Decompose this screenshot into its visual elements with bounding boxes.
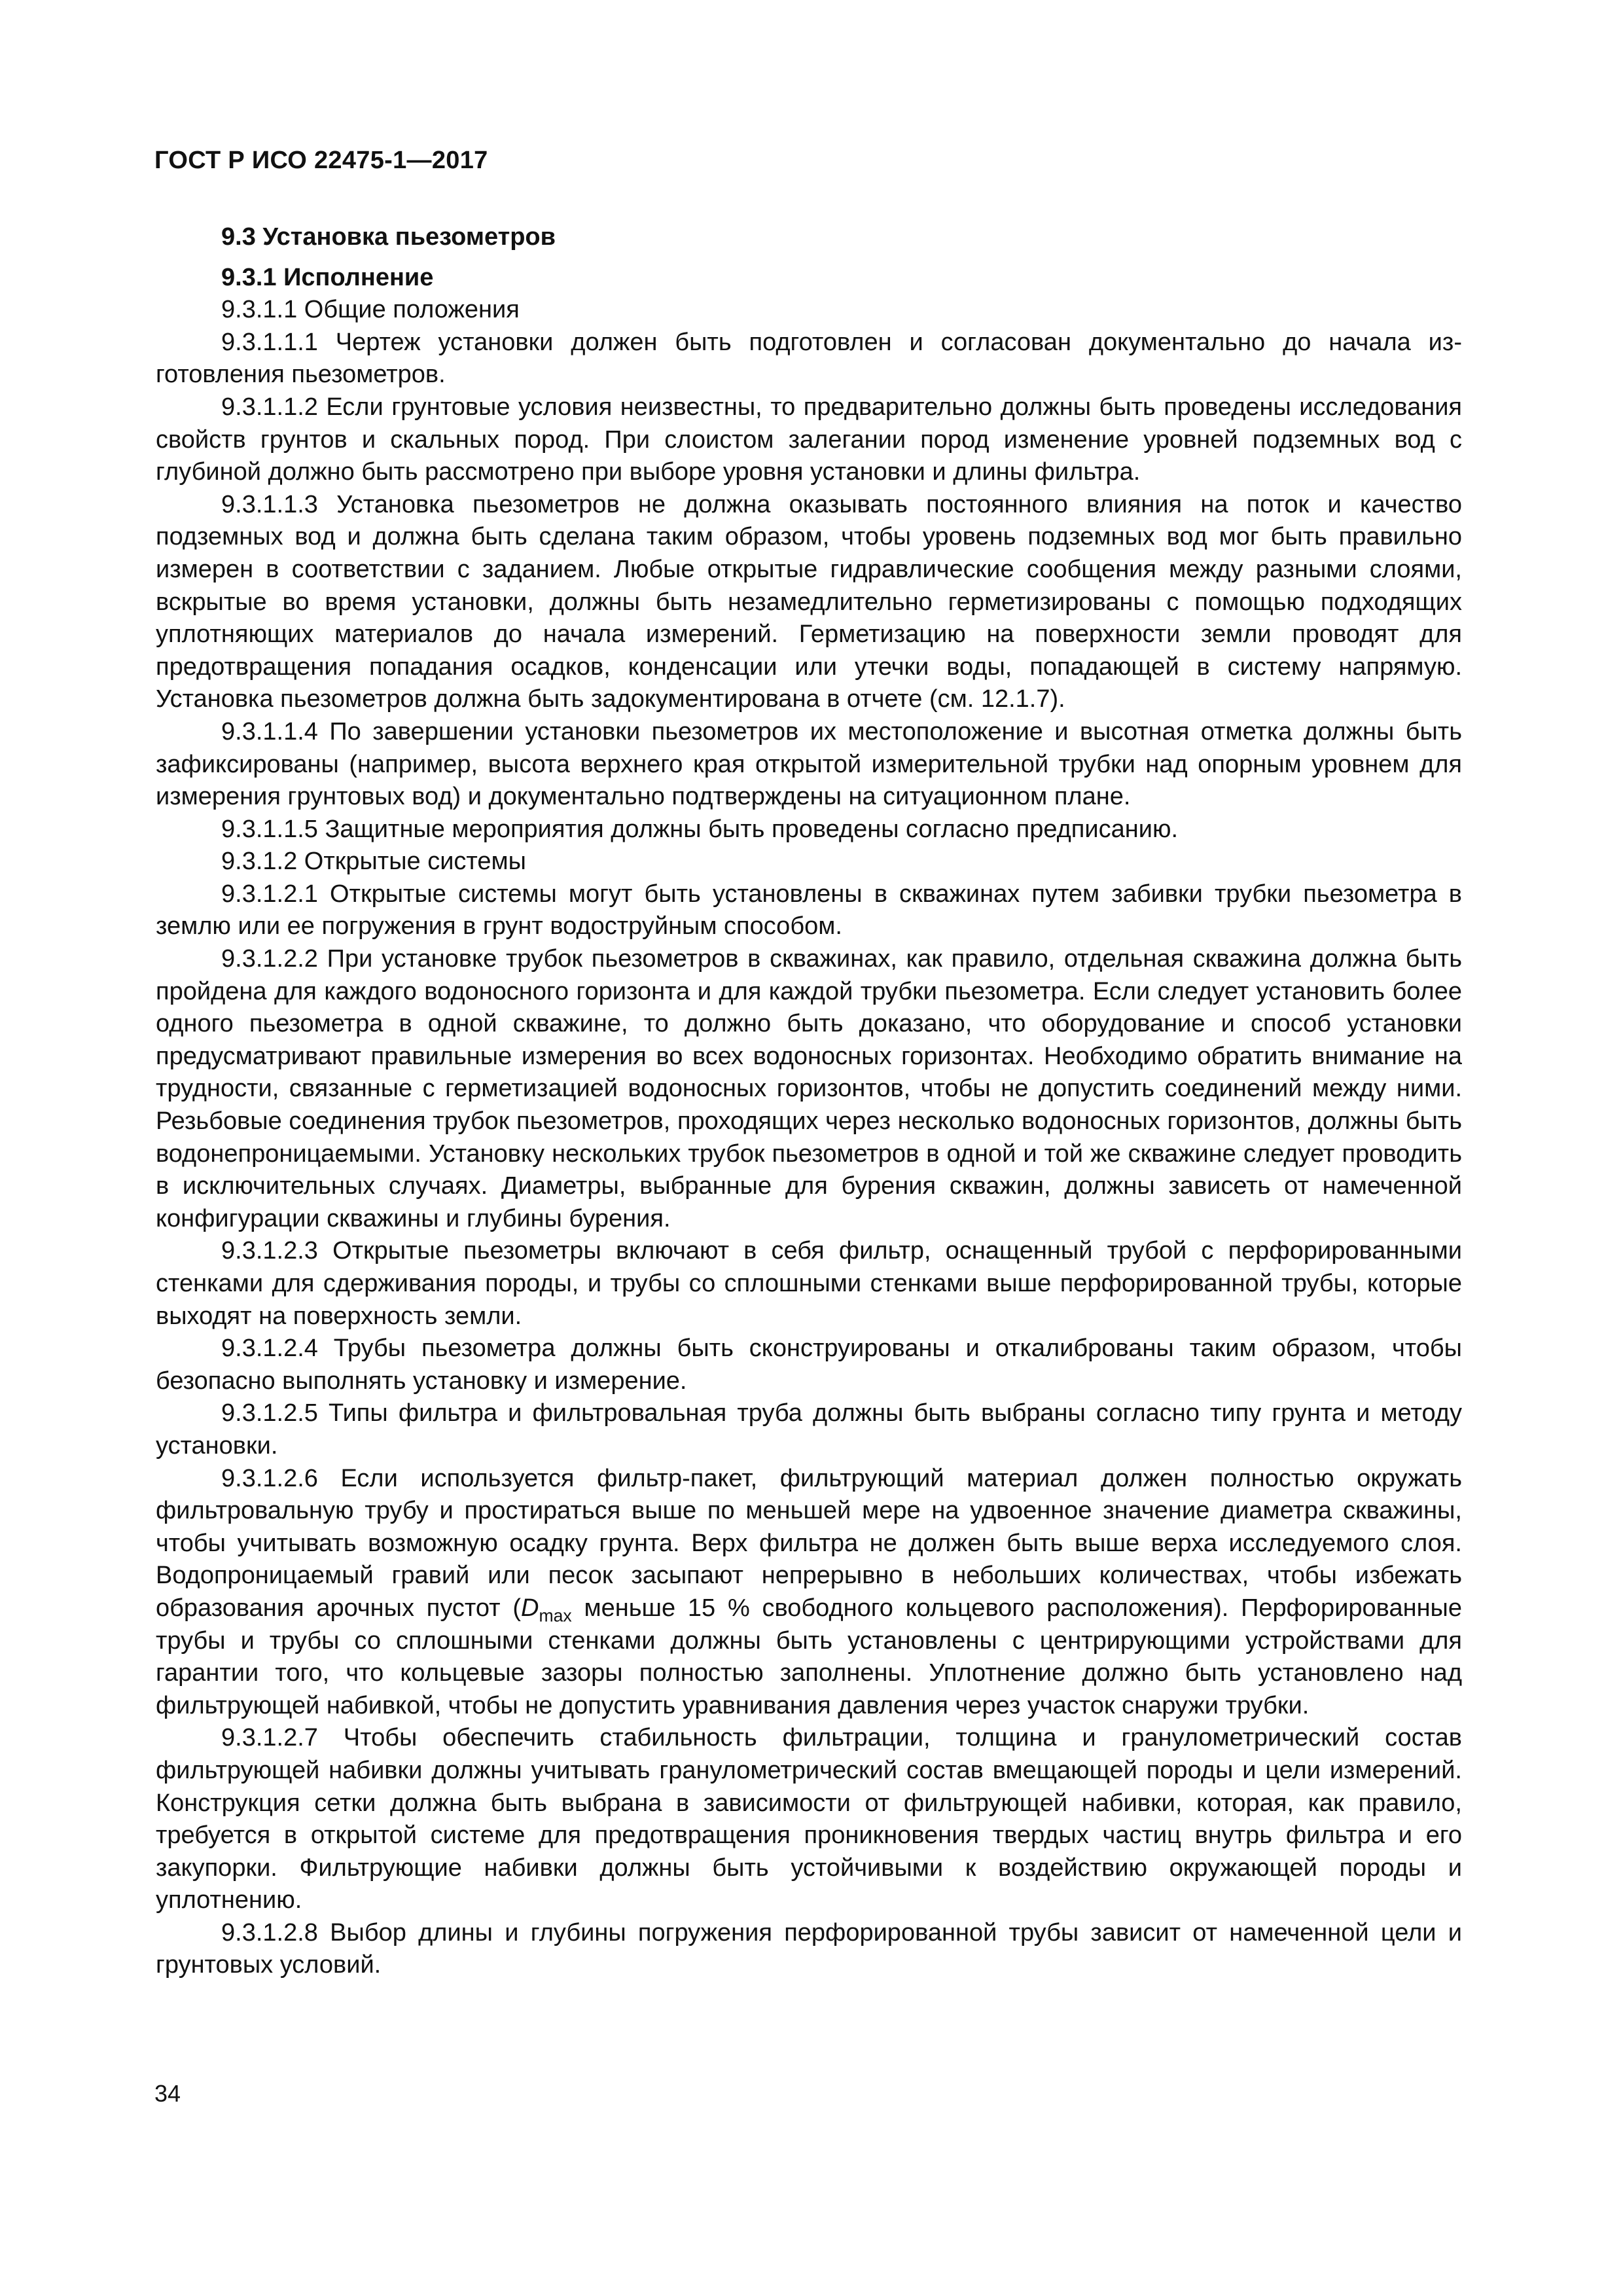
paragraph-9-3-1-2-3: 9.3.1.2.3 Открытые пьезометры включают в себя фильтр, оснащенный трубой с перфорированными стенками для сдерживания породы, и трубы со сплошными стенками выше перфорированной трубы, которые выходят на поверхность земли.: [156, 1237, 1462, 1330]
general-heading: 9.3.1.1 Общие положения: [221, 296, 520, 324]
paragraph-9-3-1-2-8: 9.3.1.2.8 Выбор длины и глубины погружения перфорированной трубы зависит от намеченной цели и грунтовых условий.: [156, 1918, 1462, 1979]
paragraph-9-3-1-2-6-part-2: меньше 15 % свободного кольцевого расположения). Перфорированные трубы и трубы со сплошными стенками должны быть установлены с центрирующими устройствами для гарантии того, что кольцевые зазоры полностью заполнены. Уплотнение должно быть установлено над фильтрующей набивкой, чтобы не допустить уравнивания давления через участок снаружи трубки.: [156, 1594, 1462, 1719]
d-max-subscript: max: [539, 1605, 572, 1626]
paragraph-9-3-1-2-5: 9.3.1.2.5 Типы фильтра и фильтровальная труба должны быть выбраны согласно типу грунта и методу установки.: [156, 1399, 1462, 1460]
paragraph-9-3-1-1-1: 9.3.1.1.1 Чертеж установки должен быть подготовлен и согласован документально до начала изготовления пьезометров.: [156, 328, 1462, 389]
paragraph-9-3-1-1-3: 9.3.1.1.3 Установка пьезометров не должна оказывать постоянного влияния на поток и качество подземных вод и должна быть сделана таким образом, чтобы уровень подземных вод мог быть правильно измерен в соответствии с заданием. Любые открытые гидравлические сообщения между разными слоями, вскрытые во время установки, должны быть незамедлительно герметизированы с помощью подходящих уплотняющих материалов до начала измерений. Герметизацию на поверхности земли проводят для предотвращения попадания осадков, конденсации или утечки воды, попадающей в систему напрямую. Установка пьезометров должна быть задокументирована в отчете (см. 12.1.7).: [156, 490, 1462, 713]
paragraph-9-3-1-2-6: [156, 1463, 1462, 1723]
subsection-title: 9.3.1 Исполнение: [221, 263, 434, 291]
paragraph-9-3-1-2-1: 9.3.1.2.1 Открытые системы могут быть установлены в скважинах путем забивки трубки пьезометра в землю или ее погружения в грунт водоструйным способом.: [156, 880, 1462, 941]
paragraph-9-3-1-1-4: 9.3.1.1.4 По завершении установки пьезометров их местоположение и высотная отметка должны быть зафиксированы (например, высота верхнего края открытой измерительной трубки над опорным уровнем для измерения грунтовых вод) и документально подтверждены на ситуационном плане.: [156, 717, 1462, 811]
paragraph-9-3-1-2-4: 9.3.1.2.4 Трубы пьезометра должны быть сконструированы и откалиброваны таким образом, чтобы безопасно выполнять установку и измерение.: [156, 1335, 1462, 1395]
page-number: 34: [154, 2080, 181, 2107]
paragraph-9-3-1-1-5: 9.3.1.1.5 Защитные мероприятия должны быть проведены согласно предписанию.: [221, 815, 1179, 843]
paragraph-9-3-1-2-6-part-1: 9.3.1.2.6 Если используется фильтр-пакет, фильтрующий материал должен полностью окружать фильтровальную трубу и простираться выше по меньшей мере на удвоенное значение диаметра скважины, чтобы учитывать возможную осадку грунта. Верх фильтра не должен быть выше верха исследуемого слоя. Водопроницаемый гравий или песок засыпают непрерывно в небольших количествах, чтобы избежать образования арочных пустот (: [156, 1464, 1462, 1622]
paragraph-9-3-1-2-7: 9.3.1.2.7 Чтобы обеспечить стабильность фильтрации, толщина и гранулометрический состав фильтрующей набивки должны учитывать гранулометрический состав вмещающей породы и цели измерений. Конструкция сетки должна быть выбрана в зависимости от фильтрующей набивки, которая, как правило, требуется в открытой системе для предотвращения проникновения твердых частиц внутрь фильтра и его закупорки. Фильтрующие набивки должны быть устойчивыми к воздействию окружающей породы и уплотнению.: [156, 1724, 1462, 1914]
page-body: [156, 221, 1462, 1982]
paragraph-9-3-1-2-2: 9.3.1.2.2 При установке трубок пьезометров в скважинах, как правило, отдельная скважина должна быть пройдена для каждого водоносного горизонта и для каждой трубки пьезометра. Если следует установить более одного пьезометра в одной скважине, то должно быть доказано, что оборудование и способ установки предусматривают правильные измерения во всех водоносных горизонтах. Необходимо обратить внимание на трудности, связанные с герметизацией водоносных горизонтов, чтобы не допустить соединений между ними. Резьбовые соединения трубок пьезометров, проходящих через несколько водоносных горизонтов, должны быть водонепроницаемыми. Установку нескольких трубок пьезометров в одной и той же скважине следует проводить в исключительных случаях. Диаметры, выбранные для бурения скважин, должны зависеть от намеченной конфигурации скважины и глубины бурения.: [156, 945, 1462, 1232]
paragraph-9-3-1-1-2: 9.3.1.1.2 Если грунтовые условия неизвестны, то предварительно должны быть проведены исследования свойств грунтов и скальных пород. При слоистом залегании пород изменение уровней подземных вод с глубиной должно быть рассмотрено при выборе уровня установки и длины фильтра.: [156, 393, 1462, 486]
section-title: 9.3 Установка пьезометров: [221, 223, 556, 251]
document-code-header: ГОСТ Р ИСО 22475-1—2017: [154, 147, 488, 174]
open-systems-heading: 9.3.1.2 Открытые системы: [221, 848, 526, 876]
d-max-symbol: D: [521, 1594, 539, 1622]
